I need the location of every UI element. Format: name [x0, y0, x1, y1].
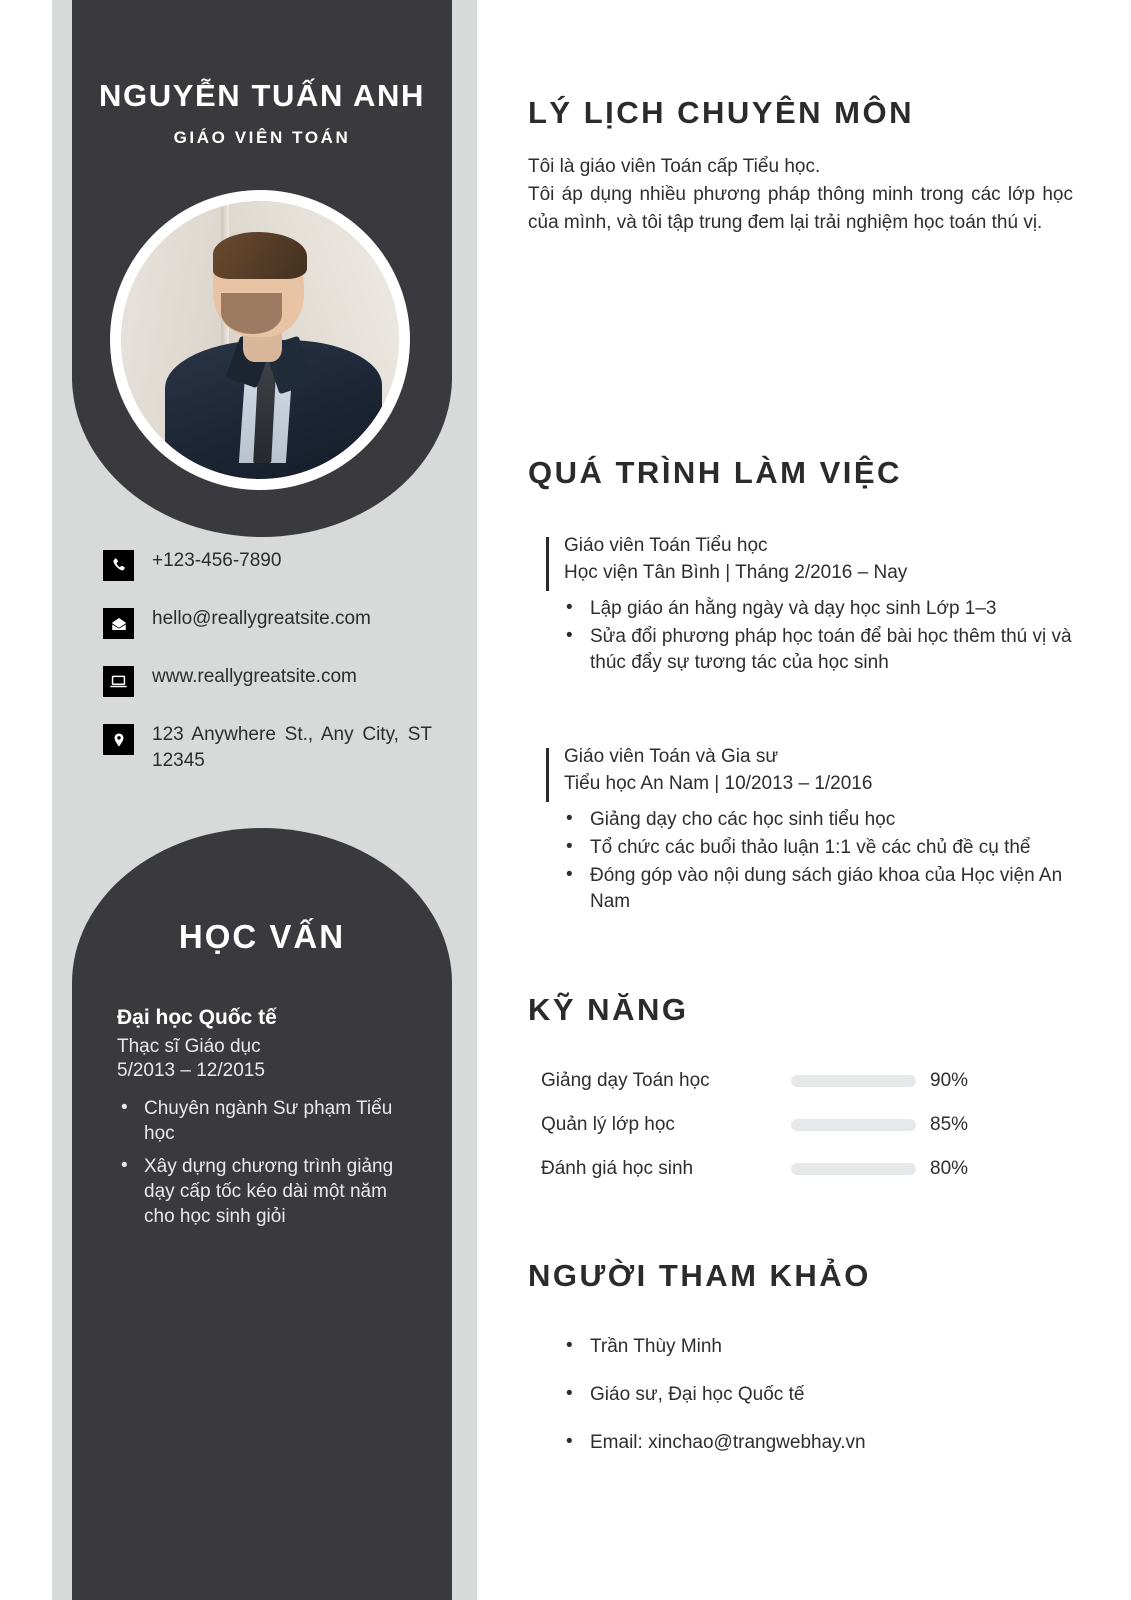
location-pin-icon	[103, 724, 134, 755]
skill-label: Giảng dạy Toán học	[541, 1070, 710, 1091]
education-body	[117, 1006, 417, 1236]
skill-percent: 80%	[930, 1158, 969, 1179]
education-section-title: HỌC VẤN	[178, 918, 346, 955]
skills-list	[528, 1070, 1088, 1180]
references-section	[528, 1258, 1088, 1480]
job-role: Giáo viên Toán và Gia sư	[564, 745, 779, 767]
job-bullet-list	[528, 596, 1088, 676]
job-accent-rule	[546, 748, 549, 802]
skill-progress-track	[791, 1075, 916, 1087]
phone-number: +123-456-7890	[152, 550, 282, 571]
list-item: • Sửa đổi phương pháp học toán để bài học thêm thú vị và thúc đẩy sự tương tác của học sinh	[564, 624, 1088, 676]
page-title: NGUYỄN TUẤN ANH	[99, 78, 425, 113]
profile-line-2: Tôi áp dụng nhiều phương pháp thông minh trong các lớp học của mình, và tôi tập trung đem lại trải nghiệm học toán thú vị.	[528, 183, 1073, 233]
job-bullet-list	[528, 807, 1088, 915]
list-item: • Trần Thùy Minh	[564, 1336, 1088, 1358]
list-item: • Tổ chức các buổi thảo luận 1:1 về các chủ đề cụ thể	[564, 835, 1088, 861]
skill-progress-track	[791, 1163, 916, 1175]
job-title-subtitle: GIÁO VIÊN TOÁN	[173, 128, 351, 147]
job-accent-rule	[546, 537, 549, 591]
job-header	[528, 533, 1088, 587]
profile-summary	[528, 153, 1073, 237]
postal-address: 123 Anywhere St., Any City, ST 12345	[152, 724, 432, 771]
experience-section-title: QUÁ TRÌNH LÀM VIỆC	[528, 455, 902, 490]
envelope-icon	[103, 608, 134, 639]
list-item: • Lập giáo án hằng ngày và dạy học sinh Lớp 1–3	[564, 596, 1088, 622]
education-bullet-list	[117, 1096, 417, 1229]
skills-section-title: KỸ NĂNG	[528, 992, 689, 1027]
education-school: Đại học Quốc tế	[117, 1006, 277, 1029]
phone-icon	[103, 550, 134, 581]
list-item: • Giáo sư, Đại học Quốc tế	[564, 1384, 1088, 1406]
skill-progress-track	[791, 1119, 916, 1131]
skill-row	[541, 1158, 1088, 1180]
contact-row-phone	[103, 548, 453, 581]
avatar	[110, 190, 410, 490]
skill-percent: 90%	[930, 1070, 969, 1091]
contact-list	[103, 548, 453, 798]
education-degree: Thạc sĩ Giáo dục	[117, 1036, 261, 1057]
experience-entry-1	[528, 533, 1088, 676]
profile-section	[528, 95, 1088, 237]
skill-label: Đánh giá học sinh	[541, 1158, 694, 1179]
references-list	[528, 1336, 1088, 1454]
job-employer-dates: Tiểu học An Nam | 10/2013 – 1/2016	[564, 772, 873, 794]
references-section-title: NGƯỜI THAM KHẢO	[528, 1258, 871, 1293]
list-item: • Xây dựng chương trình giảng dạy cấp tốc kéo dài một năm cho học sinh giỏi	[117, 1154, 417, 1230]
portrait-photo	[121, 201, 399, 479]
contact-row-address	[103, 722, 453, 773]
contact-row-email	[103, 606, 453, 639]
profile-line-1: Tôi là giáo viên Toán cấp Tiểu học.	[528, 156, 821, 177]
list-item: • Giảng dạy cho các học sinh tiểu học	[564, 807, 1088, 833]
experience-section	[528, 455, 1088, 917]
job-employer-dates: Học viện Tân Bình | Tháng 2/2016 – Nay	[564, 561, 908, 583]
skill-percent: 85%	[930, 1114, 969, 1135]
email-address: hello@reallygreatsite.com	[152, 608, 371, 629]
photo-hair	[213, 232, 308, 279]
list-item: • Đóng góp vào nội dung sách giáo khoa của Học viện An Nam	[564, 863, 1088, 915]
skill-row	[541, 1114, 1088, 1136]
job-header	[528, 744, 1088, 798]
website-url: www.reallygreatsite.com	[152, 666, 357, 687]
education-dates: 5/2013 – 12/2015	[117, 1060, 265, 1081]
list-item: • Chuyên ngành Sư phạm Tiểu học	[117, 1096, 417, 1147]
laptop-icon	[103, 666, 134, 697]
profile-section-title: LÝ LỊCH CHUYÊN MÔN	[528, 95, 914, 130]
education-panel	[72, 828, 452, 1600]
list-item: • Email: xinchao@trangwebhay.vn	[564, 1432, 1088, 1454]
contact-row-website	[103, 664, 453, 697]
job-role: Giáo viên Toán Tiểu học	[564, 535, 768, 556]
photo-beard	[221, 293, 282, 335]
experience-entry-2	[528, 744, 1088, 915]
skill-row	[541, 1070, 1088, 1092]
skills-section	[528, 992, 1088, 1202]
skill-label: Quản lý lớp học	[541, 1114, 675, 1135]
